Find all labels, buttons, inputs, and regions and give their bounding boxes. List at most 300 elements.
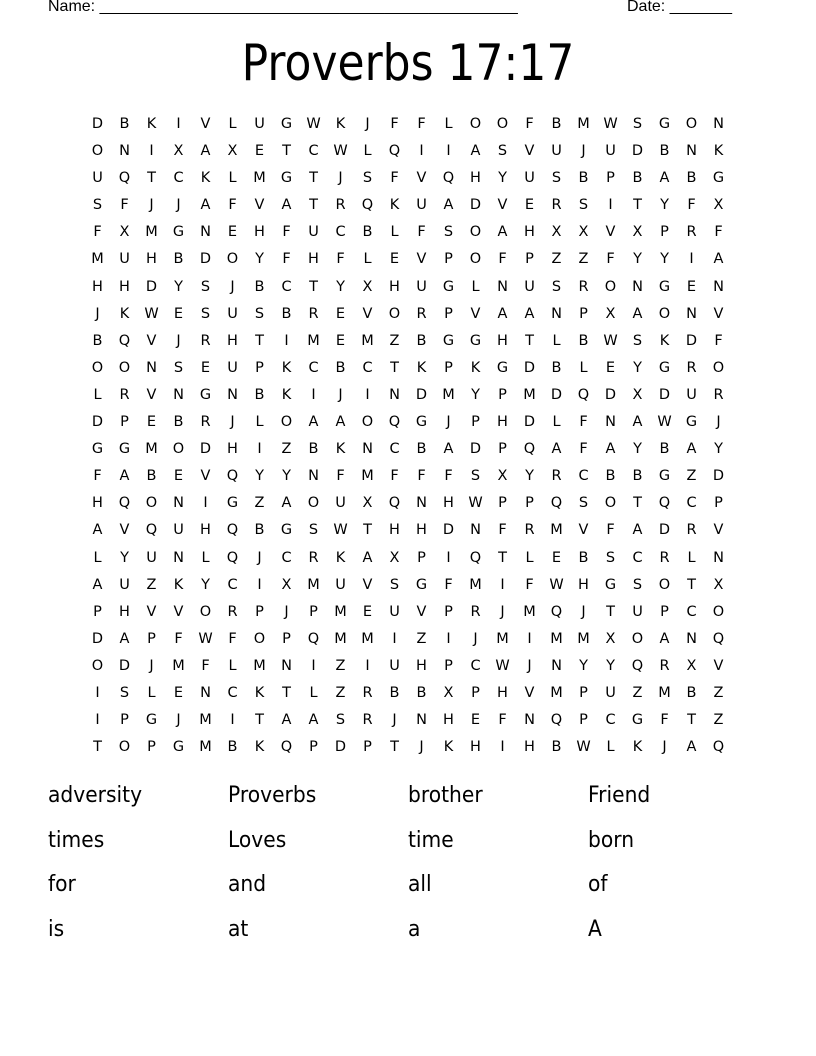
grid-letter: P — [120, 712, 129, 729]
grid-letter: F — [444, 576, 453, 593]
grid-letter: R — [335, 197, 346, 214]
grid-letter: G — [631, 712, 644, 729]
grid-letter: Q — [226, 468, 239, 485]
word-bank-item: A — [588, 916, 602, 942]
grid-letter: P — [309, 603, 318, 620]
grid-letter: J — [716, 414, 721, 431]
grid-letter: Y — [633, 441, 642, 458]
grid-letter: J — [149, 197, 154, 214]
grid-letter: D — [469, 441, 482, 458]
grid-row — [84, 680, 732, 707]
grid-letter: O — [118, 739, 131, 756]
grid-letter: M — [361, 468, 374, 485]
grid-letter: K — [335, 549, 346, 566]
grid-letter: M — [253, 170, 266, 187]
grid-letter: R — [362, 684, 373, 701]
name-field-label: Name: _______________________________________________ — [48, 0, 518, 15]
grid-letter: J — [365, 116, 370, 132]
grid-letter: F — [336, 468, 345, 485]
word-bank-row — [48, 867, 768, 912]
grid-letter: E — [686, 278, 697, 295]
word-bank-item: of — [588, 872, 608, 897]
grid-letter: N — [200, 684, 211, 701]
grid-row — [84, 165, 732, 192]
grid-letter: K — [632, 739, 643, 756]
grid-letter: N — [173, 386, 184, 403]
grid-letter: C — [335, 224, 346, 241]
grid-letter: Q — [712, 739, 725, 756]
grid-letter: Q — [388, 414, 401, 431]
grid-letter: G — [685, 414, 698, 431]
grid-letter: O — [712, 359, 725, 376]
grid-letter: F — [579, 414, 588, 431]
grid-letter: T — [255, 332, 264, 349]
grid-letter: G — [442, 332, 455, 349]
grid-letter: O — [469, 251, 482, 268]
grid-letter: J — [662, 739, 667, 756]
grid-letter: R — [551, 468, 562, 485]
grid-letter: J — [419, 739, 424, 756]
grid-letter: H — [443, 712, 454, 729]
grid-letter: H — [119, 278, 130, 295]
grid-letter: J — [392, 712, 397, 729]
grid-letter: L — [228, 116, 237, 132]
grid-letter: R — [578, 278, 589, 295]
grid-letter: A — [659, 170, 670, 187]
grid-letter: Y — [336, 278, 345, 295]
grid-letter: X — [227, 143, 238, 160]
grid-letter: Q — [307, 630, 320, 647]
grid-letter: N — [686, 143, 697, 160]
grid-letter: X — [551, 224, 562, 241]
grid-letter: N — [227, 386, 238, 403]
grid-letter: I — [419, 143, 424, 160]
grid-letter: X — [281, 576, 292, 593]
grid-letter: V — [713, 657, 724, 674]
grid-letter: M — [442, 386, 455, 403]
grid-letter: L — [471, 278, 480, 295]
grid-letter: N — [362, 441, 373, 458]
grid-letter: G — [658, 278, 671, 295]
page-title: Proverbs 17:17 — [241, 34, 575, 92]
grid-letter: I — [446, 549, 451, 566]
grid-letter: F — [282, 224, 291, 241]
grid-letter: S — [578, 495, 589, 512]
grid-letter: U — [524, 278, 535, 295]
grid-letter: E — [146, 414, 157, 431]
grid-letter: R — [308, 549, 319, 566]
grid-letter: T — [633, 197, 642, 214]
grid-letter: P — [282, 630, 291, 647]
grid-letter: X — [443, 684, 454, 701]
grid-letter: V — [200, 116, 211, 132]
grid-letter: T — [363, 522, 372, 539]
grid-letter: G — [469, 332, 482, 349]
grid-letter: F — [390, 116, 399, 132]
grid-letter: I — [203, 495, 208, 512]
grid-letter: V — [416, 251, 427, 268]
grid-letter: B — [578, 549, 589, 566]
grid-letter: U — [92, 170, 103, 187]
grid-letter: Y — [579, 657, 588, 674]
grid-letter: F — [228, 197, 237, 214]
grid-letter: D — [91, 414, 104, 431]
grid-row — [84, 192, 732, 219]
grid-letter: A — [632, 522, 643, 539]
grid-letter: J — [473, 630, 478, 647]
grid-letter: B — [605, 468, 616, 485]
grid-letter: G — [199, 386, 212, 403]
grid-letter: S — [497, 143, 508, 160]
grid-letter: S — [200, 278, 211, 295]
grid-letter: C — [281, 549, 292, 566]
grid-letter: B — [659, 143, 670, 160]
grid-letter: P — [147, 739, 156, 756]
grid-letter: R — [686, 224, 697, 241]
grid-letter: X — [686, 657, 697, 674]
grid-letter: A — [281, 495, 292, 512]
grid-letter: L — [552, 414, 561, 431]
grid-letter: Q — [280, 739, 293, 756]
grid-letter: F — [714, 224, 723, 241]
grid-letter: I — [500, 739, 505, 756]
grid-letter: K — [173, 576, 184, 593]
grid-letter: G — [658, 468, 671, 485]
grid-letter: A — [92, 522, 103, 539]
grid-letter: R — [686, 522, 697, 539]
grid-letter: A — [335, 414, 346, 431]
grid-letter: H — [92, 278, 103, 295]
grid-letter: P — [579, 684, 588, 701]
grid-letter: U — [389, 657, 400, 674]
grid-letter: Y — [498, 170, 507, 187]
word-bank-row — [48, 912, 768, 957]
grid-letter: H — [200, 522, 211, 539]
word-bank-item: Friend — [588, 783, 651, 808]
grid-letter: D — [145, 278, 158, 295]
grid-letter: N — [416, 495, 427, 512]
grid-letter: I — [446, 630, 451, 647]
grid-row — [84, 707, 732, 734]
grid-letter: T — [147, 170, 156, 187]
grid-letter: K — [470, 359, 481, 376]
grid-letter: C — [173, 170, 184, 187]
grid-letter: A — [605, 441, 616, 458]
grid-letter: M — [172, 657, 185, 674]
grid-letter: U — [254, 116, 265, 132]
grid-letter: F — [201, 657, 210, 674]
grid-letter: L — [228, 170, 237, 187]
grid-letter: B — [254, 522, 265, 539]
grid-letter: A — [362, 549, 373, 566]
grid-letter: J — [176, 712, 181, 729]
grid-letter: N — [524, 712, 535, 729]
grid-letter: L — [309, 684, 318, 701]
grid-letter: B — [416, 332, 427, 349]
grid-letter: F — [228, 630, 237, 647]
grid-letter: H — [443, 495, 454, 512]
grid-letter: R — [416, 305, 427, 322]
grid-row — [84, 138, 732, 165]
word-bank-row — [48, 778, 768, 823]
grid-letter: M — [523, 603, 536, 620]
grid-letter: O — [253, 630, 266, 647]
grid-letter: B — [659, 441, 670, 458]
grid-letter: I — [365, 657, 370, 674]
grid-letter: N — [605, 414, 616, 431]
grid-letter: M — [496, 630, 509, 647]
grid-letter: J — [230, 414, 235, 431]
grid-letter: A — [443, 197, 454, 214]
grid-letter: T — [687, 576, 696, 593]
grid-letter: O — [118, 359, 131, 376]
grid-letter: O — [307, 495, 320, 512]
grid-letter: L — [579, 359, 588, 376]
grid-letter: A — [119, 630, 130, 647]
grid-letter: K — [389, 197, 400, 214]
grid-letter: B — [632, 468, 643, 485]
grid-letter: B — [578, 332, 589, 349]
grid-letter: W — [198, 630, 213, 647]
grid-letter: H — [119, 603, 130, 620]
grid-letter: B — [254, 278, 265, 295]
grid-letter: S — [605, 549, 616, 566]
grid-letter: V — [146, 332, 157, 349]
grid-letter: E — [173, 305, 184, 322]
grid-letter: O — [658, 576, 671, 593]
grid-letter: A — [632, 414, 643, 431]
grid-letter: D — [91, 116, 104, 132]
grid-letter: H — [470, 170, 481, 187]
grid-letter: R — [713, 386, 724, 403]
grid-letter: V — [497, 197, 508, 214]
grid-letter: W — [576, 739, 591, 756]
grid-letter: I — [392, 630, 397, 647]
grid-letter: N — [713, 549, 724, 566]
grid-letter: K — [200, 170, 211, 187]
grid-letter: F — [579, 441, 588, 458]
grid-letter: P — [444, 657, 453, 674]
grid-row — [84, 517, 732, 544]
grid-letter: Q — [550, 712, 563, 729]
grid-letter: M — [145, 224, 158, 241]
grid-letter: A — [659, 630, 670, 647]
grid-letter: R — [200, 332, 211, 349]
grid-letter: F — [687, 197, 696, 214]
grid-letter: P — [255, 603, 264, 620]
grid-letter: F — [417, 468, 426, 485]
grid-letter: F — [444, 468, 453, 485]
grid-letter: O — [226, 251, 239, 268]
grid-letter: E — [362, 603, 373, 620]
grid-letter: J — [257, 549, 262, 566]
grid-letter: P — [498, 495, 507, 512]
grid-letter: N — [686, 630, 697, 647]
grid-letter: P — [498, 441, 507, 458]
grid-letter: D — [118, 657, 131, 674]
grid-letter: Z — [146, 576, 157, 593]
grid-letter: E — [524, 197, 535, 214]
grid-letter: M — [469, 576, 482, 593]
grid-letter: N — [281, 657, 292, 674]
grid-row — [84, 219, 732, 246]
grid-letter: T — [309, 170, 318, 187]
grid-letter: N — [713, 278, 724, 295]
grid-letter: X — [173, 143, 184, 160]
grid-letter: C — [605, 712, 616, 729]
grid-letter: V — [578, 522, 589, 539]
grid-letter: V — [524, 684, 535, 701]
grid-letter: F — [93, 224, 102, 241]
grid-letter: O — [712, 603, 725, 620]
grid-letter: K — [659, 332, 670, 349]
word-bank-item: all — [408, 872, 432, 897]
grid-letter: J — [176, 197, 181, 214]
grid-letter: G — [280, 522, 293, 539]
grid-letter: G — [415, 576, 428, 593]
grid-letter: M — [658, 684, 671, 701]
grid-letter: C — [686, 495, 697, 512]
grid-letter: C — [389, 441, 400, 458]
grid-letter: I — [176, 116, 181, 132]
grid-letter: Y — [660, 197, 669, 214]
grid-letter: F — [498, 522, 507, 539]
grid-letter: H — [578, 576, 589, 593]
grid-letter: R — [200, 414, 211, 431]
grid-letter: J — [446, 414, 451, 431]
grid-row — [84, 653, 732, 680]
grid-letter: O — [91, 359, 104, 376]
grid-letter: E — [605, 359, 616, 376]
grid-letter: M — [361, 630, 374, 647]
grid-letter: G — [604, 576, 617, 593]
grid-letter: H — [308, 251, 319, 268]
grid-letter: V — [713, 522, 724, 539]
grid-letter: T — [309, 278, 318, 295]
grid-letter: H — [470, 739, 481, 756]
grid-letter: C — [578, 468, 589, 485]
grid-letter: U — [335, 495, 346, 512]
grid-letter: Q — [523, 441, 536, 458]
grid-letter: I — [284, 332, 289, 349]
grid-letter: M — [307, 332, 320, 349]
grid-letter: Z — [551, 251, 562, 268]
grid-letter: P — [120, 414, 129, 431]
grid-letter: J — [500, 603, 505, 620]
grid-letter: L — [606, 739, 615, 756]
grid-letter: M — [334, 603, 347, 620]
grid-letter: P — [363, 739, 372, 756]
grid-letter: B — [551, 739, 562, 756]
grid-letter: T — [687, 712, 696, 729]
grid-letter: Y — [120, 549, 129, 566]
grid-letter: N — [686, 305, 697, 322]
grid-letter: M — [91, 251, 104, 268]
grid-letter: S — [335, 712, 346, 729]
grid-letter: A — [92, 576, 103, 593]
grid-letter: Z — [713, 712, 724, 729]
grid-letter: D — [469, 197, 482, 214]
word-search-grid — [84, 111, 732, 761]
grid-row — [84, 246, 732, 273]
grid-letter: W — [333, 522, 348, 539]
grid-letter: O — [388, 305, 401, 322]
grid-letter: B — [335, 359, 346, 376]
grid-letter: R — [227, 603, 238, 620]
grid-letter: S — [389, 576, 400, 593]
grid-letter: B — [416, 684, 427, 701]
grid-letter: V — [146, 386, 157, 403]
grid-letter: B — [173, 251, 184, 268]
grid-letter: I — [95, 684, 100, 701]
grid-letter: I — [446, 143, 451, 160]
grid-letter: E — [254, 143, 265, 160]
grid-letter: Q — [226, 522, 239, 539]
grid-letter: P — [525, 251, 534, 268]
grid-letter: P — [471, 684, 480, 701]
grid-letter: A — [281, 197, 292, 214]
grid-letter: S — [308, 522, 319, 539]
grid-letter: P — [660, 603, 669, 620]
grid-letter: Y — [660, 251, 669, 268]
word-bank-item: Proverbs — [228, 783, 317, 808]
grid-letter: J — [338, 170, 343, 187]
grid-letter: L — [525, 549, 534, 566]
grid-letter: V — [713, 305, 724, 322]
grid-letter: F — [606, 251, 615, 268]
grid-letter: I — [527, 630, 532, 647]
grid-letter: P — [606, 170, 615, 187]
grid-letter: P — [444, 359, 453, 376]
grid-letter: Z — [632, 684, 643, 701]
grid-letter: Q — [361, 197, 374, 214]
grid-letter: S — [578, 197, 589, 214]
grid-letter: M — [577, 630, 590, 647]
grid-letter: G — [91, 441, 104, 458]
grid-letter: I — [689, 251, 694, 268]
grid-letter: H — [524, 739, 535, 756]
grid-row — [84, 382, 732, 409]
grid-letter: W — [657, 414, 672, 431]
grid-letter: F — [390, 468, 399, 485]
grid-letter: N — [119, 143, 130, 160]
grid-letter: J — [95, 305, 100, 322]
grid-letter: J — [581, 143, 586, 160]
grid-letter: H — [389, 278, 400, 295]
grid-letter: P — [444, 251, 453, 268]
grid-letter: J — [149, 657, 154, 674]
grid-letter: Y — [201, 576, 210, 593]
grid-letter: Y — [471, 386, 480, 403]
grid-row — [84, 436, 732, 463]
grid-letter: N — [551, 305, 562, 322]
grid-letter: G — [415, 414, 428, 431]
grid-letter: M — [307, 576, 320, 593]
grid-letter: Y — [525, 468, 534, 485]
grid-letter: Y — [606, 657, 615, 674]
grid-letter: B — [173, 414, 184, 431]
grid-letter: S — [200, 305, 211, 322]
grid-letter: M — [253, 657, 266, 674]
grid-letter: R — [362, 712, 373, 729]
grid-letter: X — [632, 386, 643, 403]
word-bank-item: time — [408, 827, 454, 853]
grid-letter: I — [500, 576, 505, 593]
grid-letter: L — [552, 332, 561, 349]
grid-row — [84, 626, 732, 653]
grid-letter: X — [578, 224, 589, 241]
grid-letter: N — [713, 116, 724, 132]
